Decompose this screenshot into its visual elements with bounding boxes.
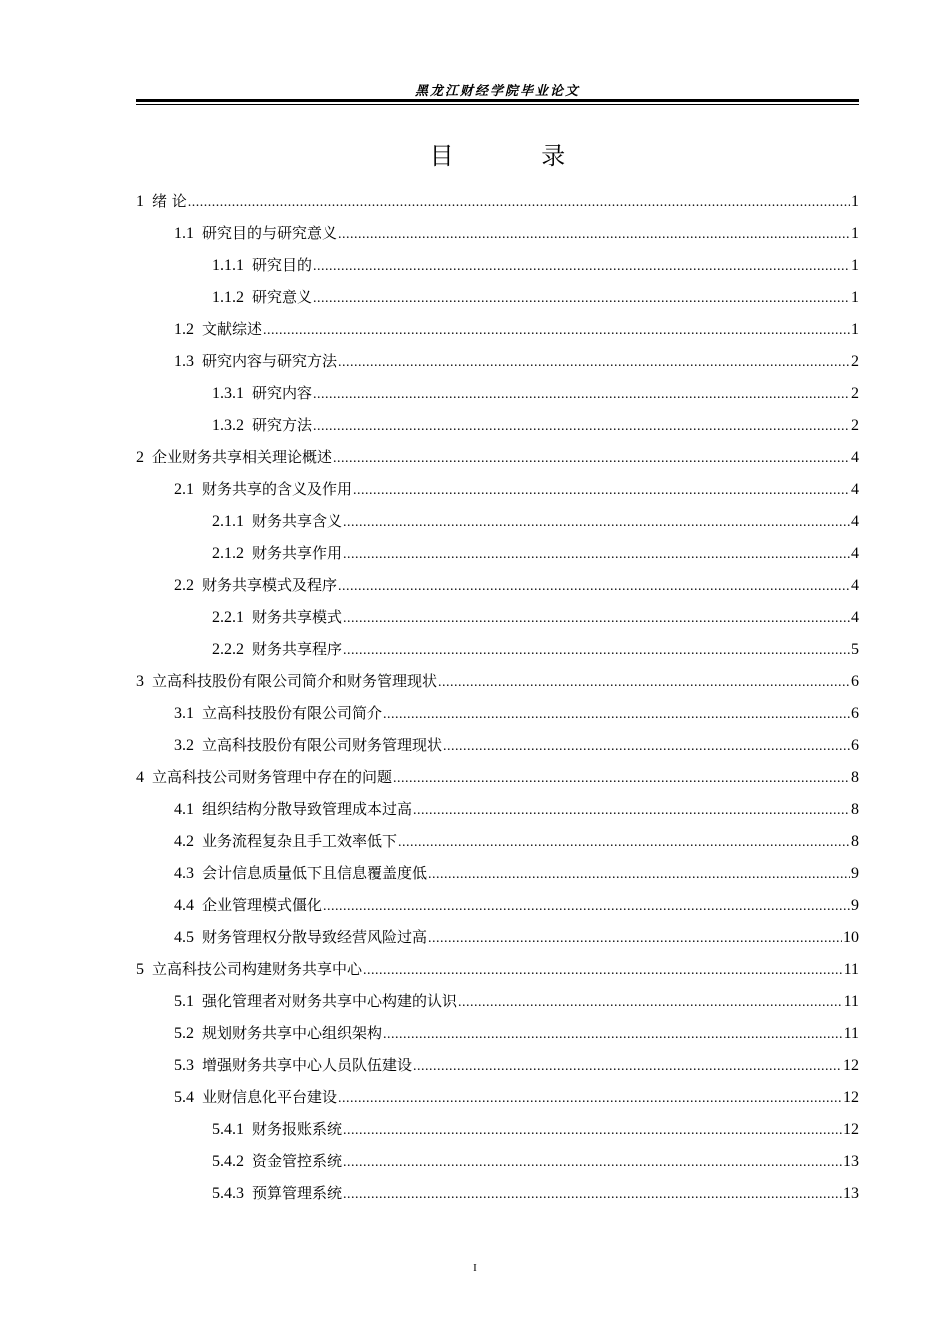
toc-dot-leader <box>393 771 850 787</box>
toc-entry-page: 11 <box>843 1025 859 1042</box>
toc-entry-label: 研究意义 <box>252 288 313 306</box>
toc-entry-page: 9 <box>851 865 859 882</box>
toc-entry[interactable] <box>136 1086 859 1118</box>
toc-dot-leader <box>413 1059 842 1075</box>
toc-entry[interactable] <box>136 734 859 766</box>
toc-dot-leader <box>353 483 850 499</box>
toc-entry-number: 4.2 <box>174 833 194 850</box>
toc-entry-page: 11 <box>843 993 859 1010</box>
toc-entry[interactable] <box>136 766 859 798</box>
toc-entry[interactable] <box>136 318 859 350</box>
toc-entry-label: 研究方法 <box>252 416 313 434</box>
toc-dot-leader <box>343 611 850 627</box>
toc-entry-label: 财务共享模式 <box>252 608 343 626</box>
toc-dot-leader <box>383 1027 843 1043</box>
toc-entry-page: 2 <box>851 353 859 370</box>
toc-entry-number: 1.3.1 <box>212 385 244 402</box>
toc-entry[interactable] <box>136 606 859 638</box>
toc-entry[interactable] <box>136 1054 859 1086</box>
toc-entry-page: 6 <box>851 673 859 690</box>
toc-dot-leader <box>428 931 842 947</box>
toc-entry-label: 立高科技公司财务管理中存在的问题 <box>152 768 393 786</box>
toc-entry-number: 1.1.2 <box>212 289 244 306</box>
toc-entry[interactable] <box>136 830 859 862</box>
toc-entry[interactable] <box>136 1182 859 1214</box>
toc-entry[interactable] <box>136 286 859 318</box>
toc-entry-label: 文献综述 <box>202 320 263 338</box>
toc-entry-page: 1 <box>851 321 859 338</box>
toc-entry-page: 12 <box>843 1089 859 1106</box>
toc-entry-number: 5.3 <box>174 1057 194 1074</box>
toc-entry-label: 研究目的 <box>252 256 313 274</box>
toc-entry-label: 财务管理权分散导致经营风险过高 <box>202 928 428 946</box>
toc-entry-label: 绪 论 <box>152 192 187 210</box>
toc-entry-number: 3 <box>136 673 144 690</box>
toc-entry-number: 3.2 <box>174 737 194 754</box>
toc-entry-page: 8 <box>851 801 859 818</box>
toc-entry-number: 2.1.2 <box>212 545 244 562</box>
toc-entry-page: 4 <box>851 545 859 562</box>
toc-dot-leader <box>438 675 850 691</box>
toc-entry[interactable] <box>136 1150 859 1182</box>
toc-entry-number: 2.2.2 <box>212 641 244 658</box>
toc-entry-label: 财务共享的含义及作用 <box>202 480 353 498</box>
toc-entry-page: 4 <box>851 609 859 626</box>
toc-entry-label: 业财信息化平台建设 <box>202 1088 338 1106</box>
toc-dot-leader <box>343 1187 842 1203</box>
toc-entry-page: 4 <box>851 449 859 466</box>
toc-dot-leader <box>343 1123 842 1139</box>
toc-entry-number: 2.2.1 <box>212 609 244 626</box>
toc-entry-label: 财务共享含义 <box>252 512 343 530</box>
toc-entry-number: 5.4.1 <box>212 1121 244 1138</box>
toc-entry-page: 4 <box>851 577 859 594</box>
toc-dot-leader <box>428 867 850 883</box>
running-header: 黑龙江财经学院毕业论文 <box>414 84 580 99</box>
toc-entry[interactable] <box>136 382 859 414</box>
toc-dot-leader <box>343 643 850 659</box>
toc-dot-leader <box>313 291 850 307</box>
toc-entry-label: 研究目的与研究意义 <box>202 224 338 242</box>
toc-entry-label: 企业财务共享相关理论概述 <box>152 448 333 466</box>
toc-title: 目 录 <box>429 142 606 170</box>
toc-entry-label: 立高科技公司构建财务共享中心 <box>152 960 363 978</box>
toc-dot-leader <box>338 227 850 243</box>
toc-entry[interactable] <box>136 222 859 254</box>
toc-entry[interactable] <box>136 542 859 574</box>
toc-entry[interactable] <box>136 990 859 1022</box>
toc-entry-number: 5.4 <box>174 1089 194 1106</box>
toc-entry-number: 2.1.1 <box>212 513 244 530</box>
toc-entry-number: 1.3.2 <box>212 417 244 434</box>
toc-entry-label: 组织结构分散导致管理成本过高 <box>202 800 413 818</box>
toc-entry-page: 13 <box>843 1185 859 1202</box>
toc-entry[interactable] <box>136 926 859 958</box>
toc-entry-label: 财务共享模式及程序 <box>202 576 338 594</box>
toc-entry-number: 5.4.3 <box>212 1185 244 1202</box>
toc-entry-number: 2.1 <box>174 481 194 498</box>
toc-entry-page: 2 <box>851 417 859 434</box>
toc-entry-number: 4 <box>136 769 144 786</box>
toc-entry-label: 规划财务共享中心组织架构 <box>202 1024 383 1042</box>
toc-entry-number: 5.4.2 <box>212 1153 244 1170</box>
toc-entry-number: 4.3 <box>174 865 194 882</box>
toc-entry-page: 2 <box>851 385 859 402</box>
toc-entry-number: 4.5 <box>174 929 194 946</box>
toc-dot-leader <box>363 963 843 979</box>
toc-entry-page: 6 <box>851 705 859 722</box>
toc-entry[interactable] <box>136 574 859 606</box>
toc-entry-page: 4 <box>851 513 859 530</box>
toc-entry-number: 3.1 <box>174 705 194 722</box>
toc-entry-page: 12 <box>843 1057 859 1074</box>
toc-entry-label: 研究内容与研究方法 <box>202 352 338 370</box>
toc-dot-leader <box>343 1155 842 1171</box>
toc-entry[interactable] <box>136 894 859 926</box>
toc-entry-number: 2 <box>136 449 144 466</box>
toc-entry-label: 财务共享作用 <box>252 544 343 562</box>
toc-entry-page: 9 <box>851 897 859 914</box>
toc-dot-leader <box>323 899 850 915</box>
toc-entry-label: 增强财务共享中心人员队伍建设 <box>202 1056 413 1074</box>
toc-entry[interactable] <box>136 254 859 286</box>
toc-entry[interactable] <box>136 478 859 510</box>
toc-entry-label: 预算管理系统 <box>252 1184 343 1202</box>
toc-dot-leader <box>458 995 843 1011</box>
toc-entry-page: 1 <box>851 257 859 274</box>
toc-entry-label: 立高科技股份有限公司财务管理现状 <box>202 736 443 754</box>
toc-entry[interactable] <box>136 862 859 894</box>
toc-entry-number: 1 <box>136 193 144 210</box>
toc-dot-leader <box>343 547 850 563</box>
toc-dot-leader <box>338 355 850 371</box>
toc-entry-label: 业务流程复杂且手工效率低下 <box>202 832 398 850</box>
table-of-contents <box>136 190 859 1214</box>
page-number: I <box>473 1262 477 1274</box>
toc-entry[interactable] <box>136 350 859 382</box>
toc-entry[interactable] <box>136 798 859 830</box>
toc-entry[interactable] <box>136 446 859 478</box>
toc-dot-leader <box>188 195 850 211</box>
toc-entry-number: 4.1 <box>174 801 194 818</box>
toc-entry-page: 1 <box>851 225 859 242</box>
header-rule-thin <box>136 104 859 105</box>
toc-dot-leader <box>343 515 850 531</box>
toc-entry-number: 5.1 <box>174 993 194 1010</box>
toc-entry-page: 13 <box>843 1153 859 1170</box>
toc-entry-number: 4.4 <box>174 897 194 914</box>
toc-dot-leader <box>398 835 850 851</box>
toc-entry-page: 1 <box>851 193 859 210</box>
toc-entry-page: 5 <box>851 641 859 658</box>
toc-entry-page: 8 <box>851 769 859 786</box>
toc-entry[interactable] <box>136 510 859 542</box>
toc-entry-label: 立高科技股份有限公司简介 <box>202 704 383 722</box>
toc-entry-number: 5.2 <box>174 1025 194 1042</box>
toc-entry[interactable] <box>136 414 859 446</box>
toc-entry-page: 11 <box>843 961 859 978</box>
toc-dot-leader <box>413 803 850 819</box>
toc-entry-label: 财务报账系统 <box>252 1120 343 1138</box>
toc-entry-page: 12 <box>843 1121 859 1138</box>
toc-entry-number: 2.2 <box>174 577 194 594</box>
toc-dot-leader <box>338 579 850 595</box>
toc-entry-label: 企业管理模式僵化 <box>202 896 323 914</box>
toc-entry[interactable] <box>136 638 859 670</box>
toc-dot-leader <box>313 387 850 403</box>
toc-entry-page: 10 <box>843 929 859 946</box>
toc-entry-page: 4 <box>851 481 859 498</box>
toc-dot-leader <box>333 451 850 467</box>
header-rule-thick <box>136 99 859 102</box>
toc-entry[interactable] <box>136 190 859 222</box>
toc-entry[interactable] <box>136 1022 859 1054</box>
toc-entry-label: 财务共享程序 <box>252 640 343 658</box>
toc-entry-number: 5 <box>136 961 144 978</box>
toc-entry-label: 强化管理者对财务共享中心构建的认识 <box>202 992 458 1010</box>
toc-entry[interactable] <box>136 702 859 734</box>
toc-entry-number: 1.1 <box>174 225 194 242</box>
toc-dot-leader <box>313 259 850 275</box>
toc-entry[interactable] <box>136 958 859 990</box>
toc-dot-leader <box>263 323 850 339</box>
toc-entry-label: 资金管控系统 <box>252 1152 343 1170</box>
toc-entry-label: 研究内容 <box>252 384 313 402</box>
toc-entry-number: 1.3 <box>174 353 194 370</box>
toc-entry-page: 8 <box>851 833 859 850</box>
toc-entry-page: 1 <box>851 289 859 306</box>
toc-entry-number: 1.2 <box>174 321 194 338</box>
toc-entry[interactable] <box>136 670 859 702</box>
toc-dot-leader <box>338 1091 842 1107</box>
toc-entry-label: 会计信息质量低下且信息覆盖度低 <box>202 864 428 882</box>
toc-entry-label: 立高科技股份有限公司简介和财务管理现状 <box>152 672 438 690</box>
toc-entry[interactable] <box>136 1118 859 1150</box>
toc-entry-page: 6 <box>851 737 859 754</box>
toc-dot-leader <box>383 707 850 723</box>
toc-dot-leader <box>313 419 850 435</box>
toc-entry-number: 1.1.1 <box>212 257 244 274</box>
toc-dot-leader <box>443 739 850 755</box>
